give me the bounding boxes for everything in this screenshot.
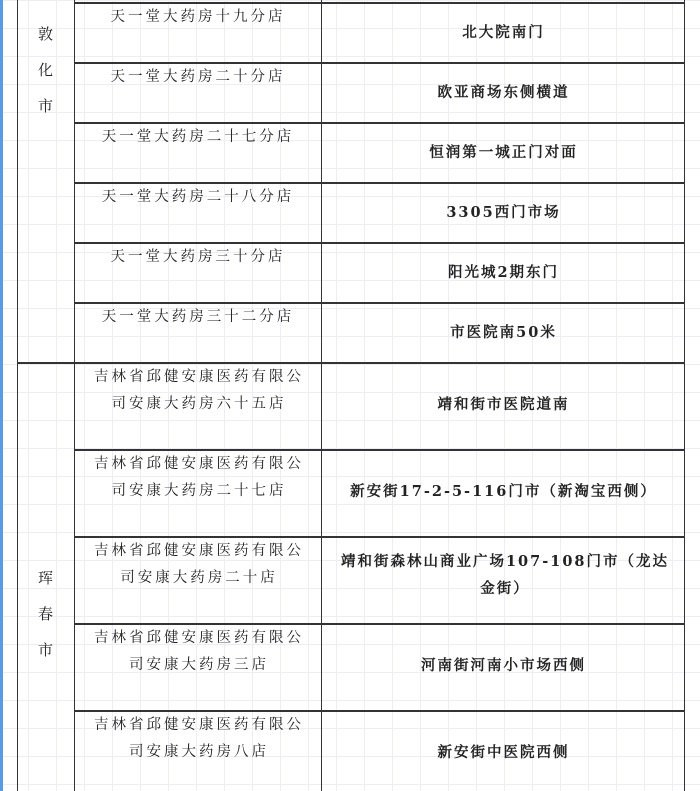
city-cell-hunchun <box>17 560 74 668</box>
store-name-cell: 天一堂大药房二十分店 <box>110 69 286 85</box>
table-border <box>74 0 75 791</box>
store-name-cell: 吉林省邱健安康医药有限公司安康大药房三店 <box>94 630 304 673</box>
address-cell: 北大院南门 <box>462 24 545 41</box>
store-name-cell: 天一堂大药房二十八分店 <box>101 189 295 205</box>
address-cell: 阳光城2期东门 <box>447 264 560 281</box>
store-name-cell: 天一堂大药房十九分店 <box>110 9 286 25</box>
store-name-cell: 天一堂大药房三十二分店 <box>101 309 295 325</box>
store-name-cell: 吉林省邱健安康医药有限公司安康大药房二十七店 <box>94 456 304 499</box>
address-cell: 靖和街森林山商业广场107-108门市（龙达金街） <box>340 553 670 597</box>
address-cell: 新安街17-2-5-116门市（新淘宝西侧） <box>350 482 657 500</box>
address-cell: 河南街河南小市场西侧 <box>421 656 586 674</box>
store-name-cell: 吉林省邱健安康医药有限公司安康大药房二十店 <box>94 543 304 586</box>
address-cell: 3305西门市场 <box>446 204 561 221</box>
address-cell: 欧亚商场东侧横道 <box>437 84 570 101</box>
address-cell: 恒润第一城正门对面 <box>429 144 578 161</box>
store-name-cell: 吉林省邱健安康医药有限公司安康大药房六十五店 <box>94 369 304 412</box>
city-cell-dunhua <box>17 16 74 124</box>
city-name: 珲春市 <box>37 569 53 659</box>
city-name: 敦化市 <box>37 25 53 115</box>
address-cell: 新安街中医院西侧 <box>437 743 570 761</box>
address-cell: 市医院南50米 <box>450 324 557 341</box>
store-name-cell: 天一堂大药房三十分店 <box>110 249 286 265</box>
store-name-cell: 天一堂大药房二十七分店 <box>101 129 295 145</box>
store-name-cell: 吉林省邱健安康医药有限公司安康大药房八店 <box>94 717 304 760</box>
address-cell: 靖和街市医院道南 <box>437 395 570 413</box>
left-margin-bar <box>0 0 3 791</box>
